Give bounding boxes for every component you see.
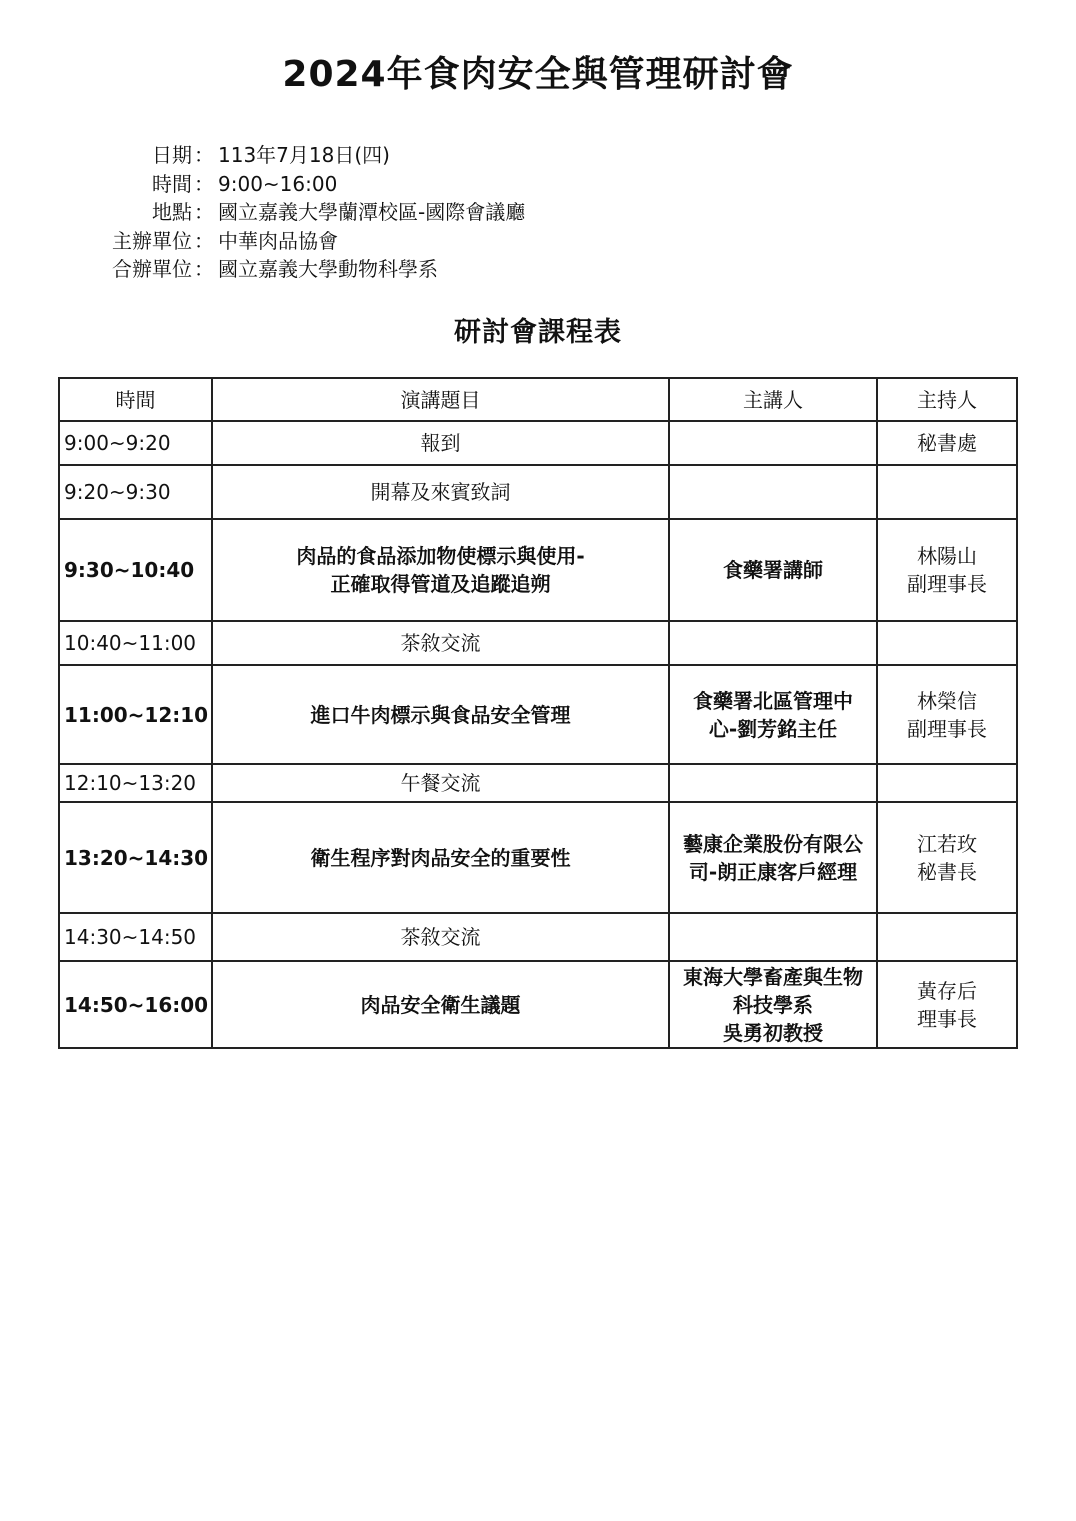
cell-speaker <box>669 961 877 1048</box>
table-row <box>59 421 1017 465</box>
host-line: 秘書長 <box>917 859 977 884</box>
cell-host <box>877 519 1017 621</box>
event-info <box>96 141 525 284</box>
topic-line: 茶敘交流 <box>400 925 481 949</box>
header-time: 時間 <box>59 378 212 421</box>
cell-time: 13:20~14:30 <box>59 802 212 913</box>
host-line: 秘書處 <box>917 431 977 455</box>
info-label: 合辦單位 <box>112 257 192 281</box>
cell-time: 9:20~9:30 <box>59 465 212 519</box>
topic-line: 茶敘交流 <box>400 631 481 655</box>
info-colon: ： <box>194 228 214 253</box>
cell-time: 11:00~12:10 <box>59 665 212 764</box>
info-row-location <box>96 198 525 227</box>
host-line: 副理事長 <box>907 572 987 596</box>
cell-time: 9:00~9:20 <box>59 421 212 465</box>
info-value: 9:00~16:00 <box>218 171 338 196</box>
table-row <box>59 802 1017 913</box>
cell-time: 14:50~16:00 <box>59 961 212 1048</box>
header-host: 主持人 <box>877 378 1017 421</box>
host-line: 江若玫 <box>917 831 977 856</box>
table-row <box>59 913 1017 961</box>
host-line: 林榮信 <box>917 688 977 713</box>
cell-speaker <box>669 519 877 621</box>
speaker-line: 科技學系 <box>733 992 813 1017</box>
info-value: 國立嘉義大學蘭潭校區-國際會議廳 <box>218 200 526 224</box>
cell-speaker <box>669 465 877 519</box>
speaker-line: 吳勇初教授 <box>723 1020 823 1045</box>
info-value: 中華肉品協會 <box>218 228 338 253</box>
cell-speaker <box>669 621 877 665</box>
info-label: 日期 <box>152 143 192 167</box>
speaker-line: 藝康企業股份有限公 <box>683 831 863 856</box>
info-row-organizer <box>96 227 525 256</box>
cell-host <box>877 665 1017 764</box>
cell-topic <box>212 465 669 519</box>
cell-topic <box>212 519 669 621</box>
info-colon: ： <box>194 200 214 224</box>
table-row <box>59 961 1017 1048</box>
cell-topic <box>212 802 669 913</box>
topic-line: 午餐交流 <box>400 771 481 795</box>
info-colon: ： <box>194 143 214 167</box>
cell-topic <box>212 665 669 764</box>
schedule-table <box>58 377 1018 1049</box>
speaker-line: 食藥署北區管理中 <box>693 688 853 713</box>
speaker-line: 司-朗正康客戶經理 <box>688 859 858 884</box>
info-row-time <box>96 170 525 199</box>
table-row <box>59 665 1017 764</box>
table-row <box>59 621 1017 665</box>
topic-line: 進口牛肉標示與食品安全管理 <box>310 702 571 727</box>
cell-speaker <box>669 802 877 913</box>
cell-host <box>877 421 1017 465</box>
cell-topic <box>212 913 669 961</box>
schedule-title: 研討會課程表 <box>454 317 622 348</box>
cell-topic <box>212 421 669 465</box>
cell-host <box>877 621 1017 665</box>
cell-time: 14:30~14:50 <box>59 913 212 961</box>
cell-host <box>877 465 1017 519</box>
table-row <box>59 519 1017 621</box>
cell-host <box>877 764 1017 802</box>
cell-speaker <box>669 913 877 961</box>
speaker-line: 食藥署講師 <box>723 558 823 582</box>
info-label: 地點 <box>152 200 192 224</box>
header-speaker: 主講人 <box>669 378 877 421</box>
host-line: 林陽山 <box>917 544 977 568</box>
topic-line: 肉品的食品添加物使標示與使用- <box>296 544 585 568</box>
info-colon: ： <box>194 257 214 281</box>
info-value: 國立嘉義大學動物科學系 <box>218 257 438 281</box>
cell-topic <box>212 961 669 1048</box>
cell-topic <box>212 764 669 802</box>
info-label: 主辦單位 <box>112 228 192 253</box>
info-row-date <box>96 141 525 170</box>
info-value: 113年7月18日(四) <box>218 143 390 167</box>
host-line: 黃存后 <box>917 978 977 1003</box>
topic-line: 開幕及來賓致詞 <box>370 480 511 504</box>
host-line: 理事長 <box>917 1006 977 1031</box>
host-line: 副理事長 <box>907 716 987 741</box>
info-row-co-organizer <box>96 255 525 284</box>
table-row <box>59 465 1017 519</box>
cell-time: 9:30~10:40 <box>59 519 212 621</box>
cell-time: 12:10~13:20 <box>59 764 212 802</box>
cell-speaker <box>669 665 877 764</box>
page-title: 2024年食肉安全與管理研討會 <box>282 54 794 95</box>
info-label: 時間 <box>152 171 192 196</box>
cell-host <box>877 913 1017 961</box>
cell-host <box>877 961 1017 1048</box>
info-colon: ： <box>194 171 214 196</box>
cell-time: 10:40~11:00 <box>59 621 212 665</box>
topic-line: 報到 <box>420 431 461 455</box>
cell-host <box>877 802 1017 913</box>
cell-speaker <box>669 421 877 465</box>
topic-line: 肉品安全衛生議題 <box>360 992 521 1017</box>
header-topic: 演講題目 <box>212 378 669 421</box>
cell-speaker <box>669 764 877 802</box>
table-header-row <box>59 378 1017 421</box>
topic-line: 衛生程序對肉品安全的重要性 <box>310 845 571 870</box>
speaker-line: 東海大學畜產與生物 <box>683 964 863 989</box>
table-row <box>59 764 1017 802</box>
topic-line: 正確取得管道及追蹤追朔 <box>330 572 551 596</box>
speaker-line: 心-劉芳銘主任 <box>708 716 838 741</box>
cell-topic <box>212 621 669 665</box>
